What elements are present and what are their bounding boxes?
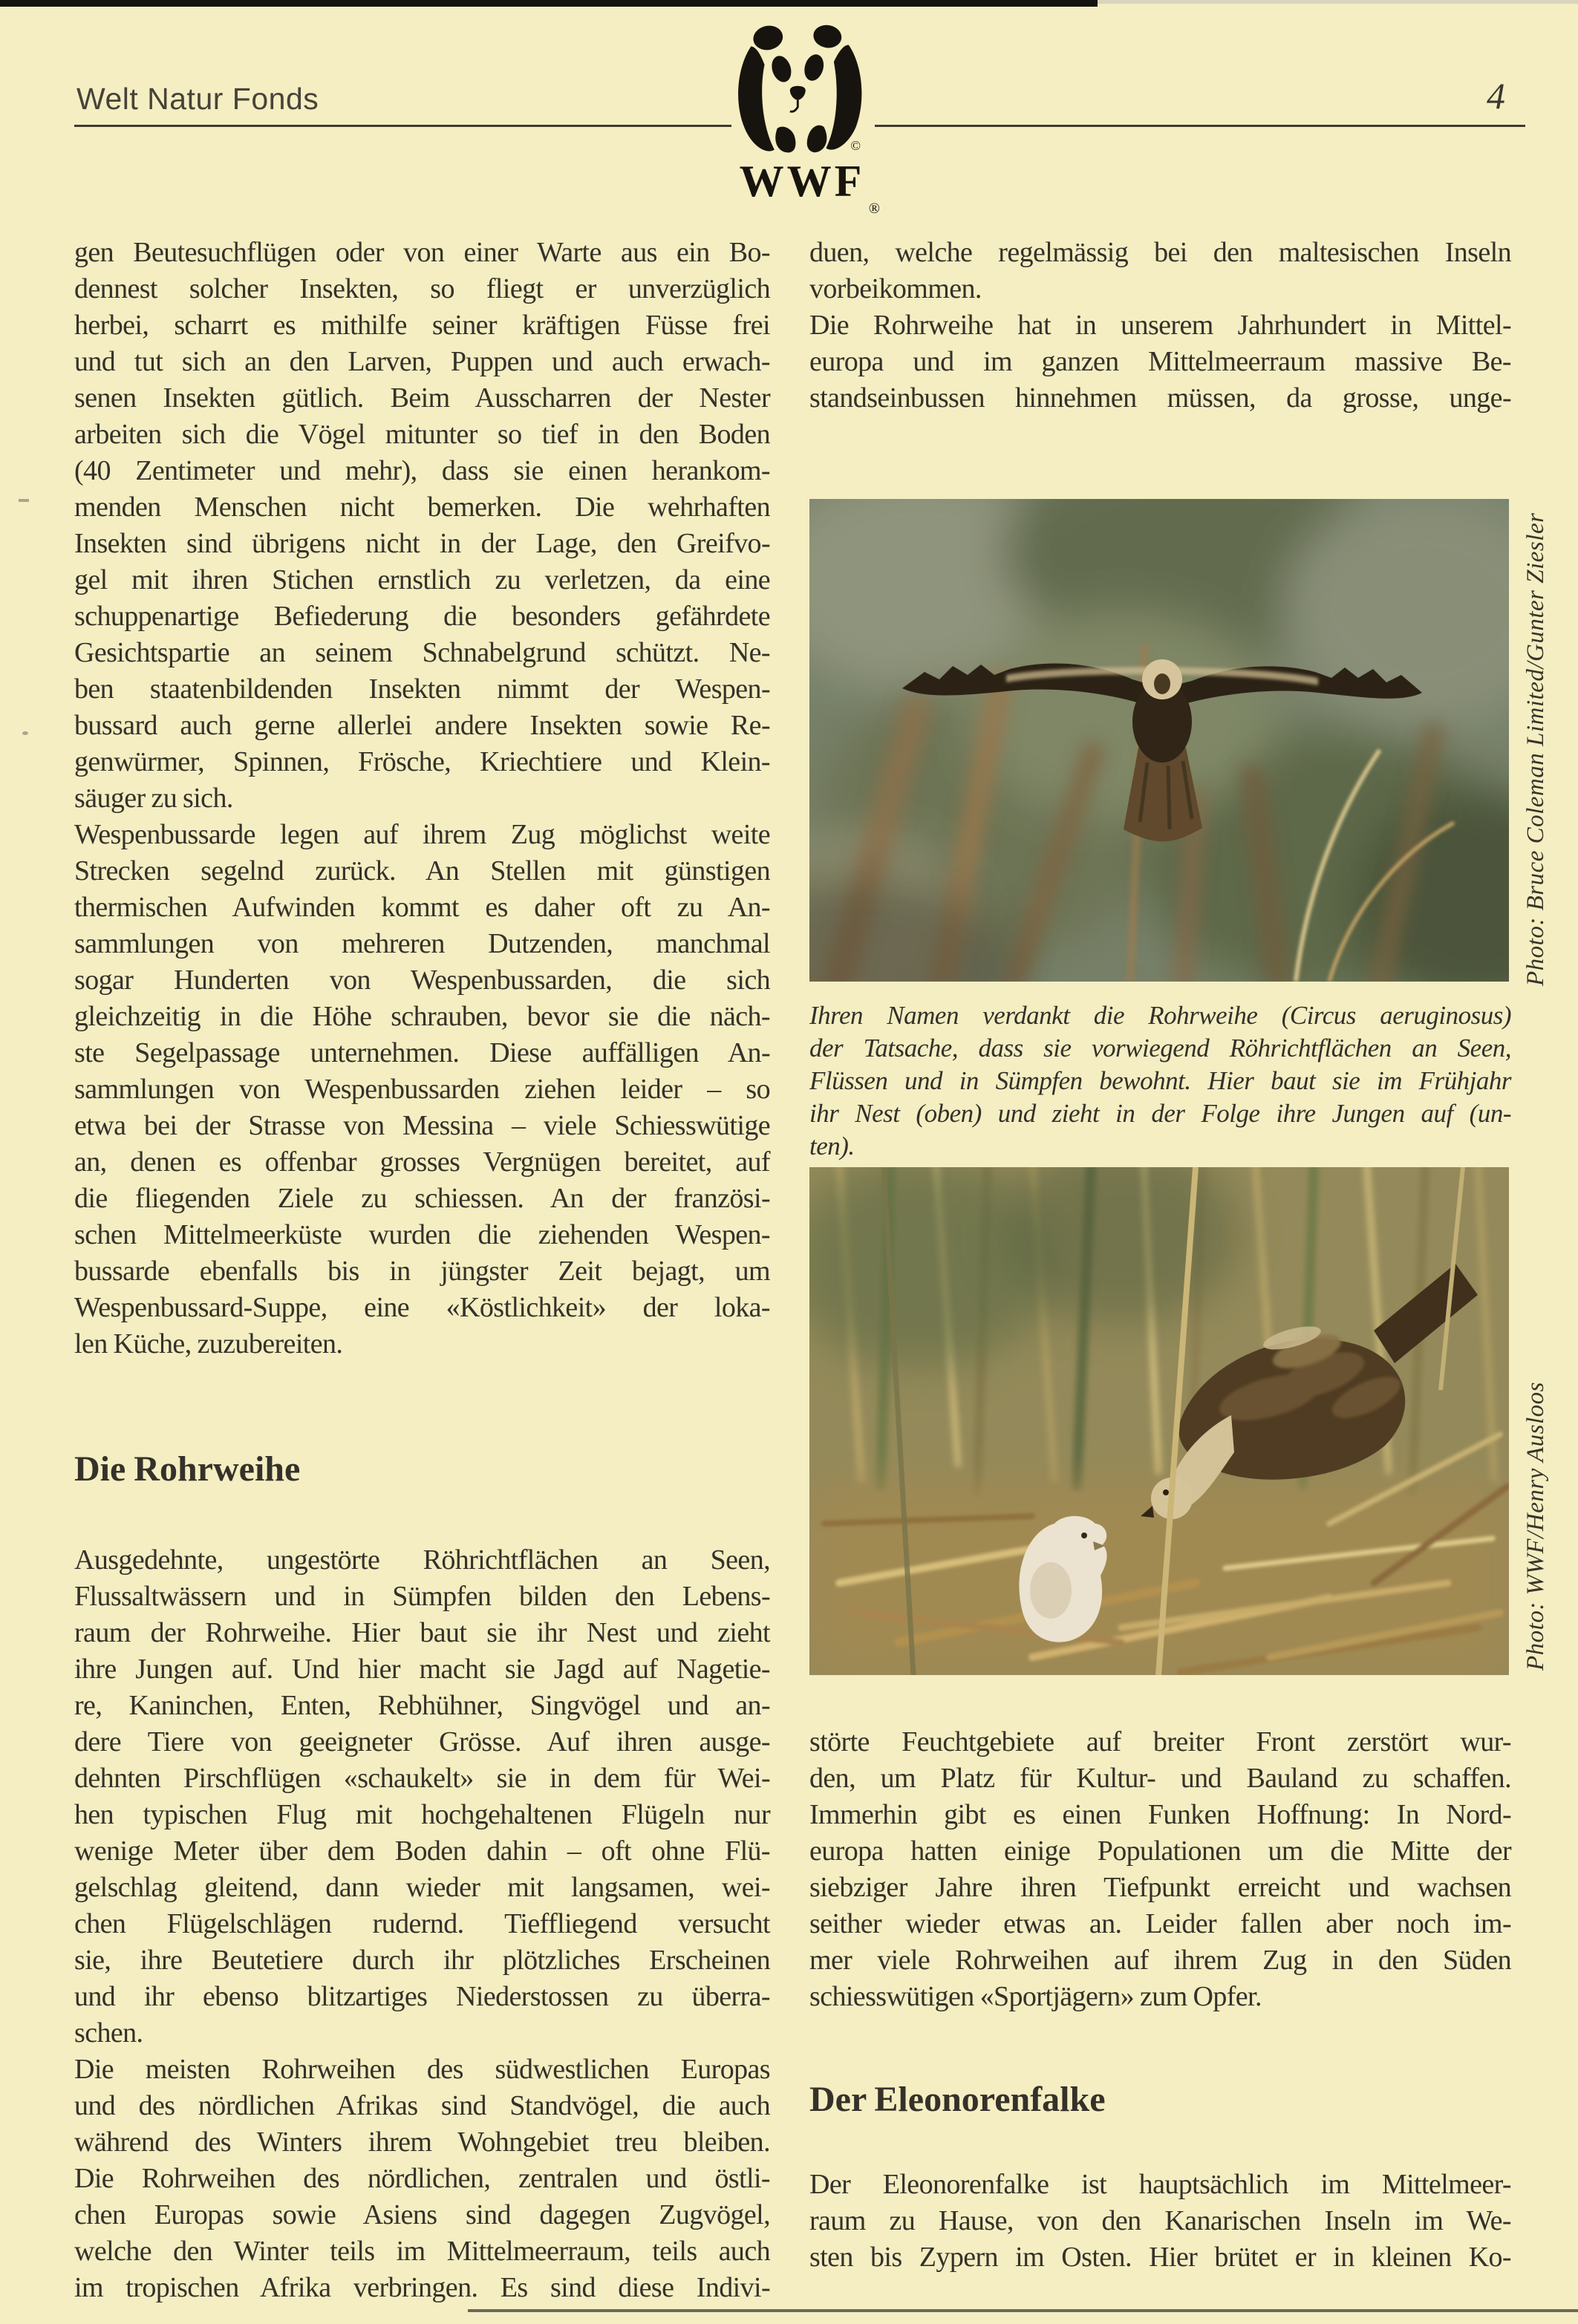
text-line: Ihren Namen verdankt die Rohrweihe (Circus aeruginosus) (809, 1001, 1511, 1030)
text-line: arbeiten sich die Vögel mitunter so tief in den Boden (74, 419, 770, 450)
text-line: europa hatten einige Populationen um die Mitte der (809, 1835, 1511, 1867)
wwf-panda-logo (724, 21, 880, 236)
text-line: vorbeikommen. (809, 273, 982, 304)
photo-credit: Photo: WWF/Henry Ausloos (1522, 1381, 1549, 1671)
text-line: europa und im ganzen Mittelmeerraum massive Be- (809, 346, 1511, 377)
text-line: gelschlag gleitend, dann wieder mit langsamen, wei- (74, 1872, 770, 1903)
text-line: Gesichtspartie an seinem Schnabelgrund schützt. Ne- (74, 637, 770, 668)
scan-artifact (19, 499, 29, 502)
text-line: herbei, scharrt es mithilfe seiner kräftigen Füsse frei (74, 310, 770, 341)
text-line: wenige Meter über dem Boden dahin – oft ohne Flü- (74, 1835, 770, 1867)
section-heading-rohrweihe: Die Rohrweihe (74, 1449, 301, 1489)
text-line: chen Europas sowie Asiens sind dagegen Zugvögel, (74, 2199, 770, 2230)
text-line: und des nördlichen Afrikas sind Standvögel, die auch (74, 2090, 770, 2121)
text-line: schuppenartige Befiederung die besonders gefährdete (74, 601, 770, 632)
text-line: sie, ihre Beutetiere durch ihr plötzliches Erscheinen (74, 1945, 770, 1976)
text-line: die fliegenden Ziele zu schiessen. An der französi- (74, 1183, 770, 1214)
left-column (74, 235, 770, 2306)
text-line: seither wieder etwas an. Leider fallen aber noch im- (809, 1908, 1511, 1939)
photo-credit: Photo: Bruce Coleman Limited/Gunter Ziesler (1522, 512, 1549, 986)
masthead-brand: Welt Natur Fonds (76, 82, 319, 116)
text-line: chen Flügelschlägen rudernd. Tieffliegend versucht (74, 1908, 770, 1939)
text-line: Die Rohrweihen des nördlichen, zentralen und östli- (74, 2163, 770, 2194)
text-line: ihr Nest (oben) und zieht in der Folge ihre Jungen auf (un- (809, 1099, 1511, 1128)
text-line: sogar Hunderten von Wespenbussarden, die sich (74, 964, 770, 996)
text-line: Flüssen und in Sümpfen bewohnt. Hier baut sie im Frühjahr (809, 1066, 1511, 1095)
paragraph (809, 307, 1511, 417)
text-line: schen. (74, 2017, 143, 2049)
paragraph (74, 235, 770, 817)
text-line: schiesswütigen «Sportjägern» zum Opfer. (809, 1981, 1262, 2012)
text-line: menden Menschen nicht bemerken. Die wehrhaften (74, 492, 770, 523)
text-line: (40 Zentimeter und mehr), dass sie einen herankom- (74, 455, 770, 486)
text-line: der Tatsache, dass sie vorwiegend Röhrichtflächen an Seen, (809, 1034, 1511, 1063)
text-line: Insekten sind übrigens nicht in der Lage, den Greifvo- (74, 528, 770, 559)
text-line: etwa bei der Strasse von Messina – viele Schiesswütige (74, 1110, 770, 1141)
text-line: duen, welche regelmässig bei den maltesischen Inseln (809, 237, 1511, 268)
text-line: Flussaltwässern und in Sümpfen bilden den Lebens- (74, 1581, 770, 1612)
text-line: ben staatenbildenden Insekten nimmt der Wespen- (74, 673, 770, 705)
text-line: senen Insekten gütlich. Beim Ausscharren der Nester (74, 382, 770, 414)
text-line: Wespenbussarde legen auf ihrem Zug möglichst weite (74, 819, 770, 850)
text-line: den, um Platz für Kultur- und Bauland zu schaffen. (809, 1763, 1511, 1794)
text-line: Ausgedehnte, ungestörte Röhrichtflächen an Seen, (74, 1544, 770, 1576)
text-line: mer viele Rohrweihen auf ihrem Zug in den Süden (809, 1945, 1511, 1976)
section-heading-eleonorenfalke: Der Eleonorenfalke (809, 2080, 1106, 2119)
text-line: standseinbussen hinnehmen müssen, da grosse, unge- (809, 382, 1511, 414)
text-line: störte Feuchtgebiete auf breiter Front zerstört wur- (809, 1726, 1511, 1757)
text-line: bussard auch gerne allerlei andere Insekten sowie Re- (74, 710, 770, 741)
paragraph (809, 2167, 1511, 2276)
scan-artifact (468, 2309, 1578, 2312)
text-line: gleichzeitig in die Höhe schrauben, bevor sie die näch- (74, 1001, 770, 1032)
photo-marsh-harrier-flight (809, 499, 1509, 982)
photo-artwork (809, 499, 1509, 982)
wwf-logo-text: WWF (739, 157, 865, 206)
text-line: genwürmer, Spinnen, Frösche, Kriechtiere und Klein- (74, 746, 770, 777)
header-rule-right (875, 125, 1525, 127)
photo-artwork (809, 1167, 1509, 1675)
text-line: Immerhin gibt es einen Funken Hoffnung: In Nord- (809, 1799, 1511, 1830)
registered-symbol: ® (868, 200, 880, 217)
text-line: und tut sich an den Larven, Puppen und auch erwach- (74, 346, 770, 377)
text-line: Strecken segelnd zurück. An Stellen mit günstigen (74, 855, 770, 887)
scan-artifact (0, 0, 1098, 7)
text-line: sammlungen von Wespenbussarden ziehen leider – so (74, 1074, 770, 1105)
photo-marsh-harrier-nest (809, 1167, 1509, 1675)
text-line: bussarde ebenfalls bis in jüngster Zeit bejagt, um (74, 1256, 770, 1287)
text-line: und ihr ebenso blitzartiges Niederstossen zu überra- (74, 1981, 770, 2012)
text-line: sammlungen von mehreren Dutzenden, manchmal (74, 928, 770, 959)
text-line: ten). (809, 1132, 855, 1161)
text-line: len Küche, zuzubereiten. (74, 1328, 343, 1360)
text-line: Der Eleonorenfalke ist hauptsächlich im Mittelmeer- (809, 2169, 1511, 2200)
scan-artifact (1098, 0, 1578, 4)
text-line: Wespenbussard-Suppe, eine «Köstlichkeit» der loka- (74, 1292, 770, 1323)
copyright-symbol: © (850, 138, 861, 153)
text-line: welche den Winter teils im Mittelmeerraum, teils auch (74, 2236, 770, 2267)
text-line: im tropischen Afrika verbringen. Es sind diese Indivi- (74, 2272, 770, 2303)
paragraph (74, 1542, 770, 2052)
header-rule-left (74, 125, 731, 127)
photo-caption (809, 999, 1511, 1163)
text-line: ihre Jungen auf. Und hier macht sie Jagd auf Nagetie- (74, 1654, 770, 1685)
text-line: dennest solcher Insekten, so fliegt er unverzüglich (74, 273, 770, 304)
text-line: säuger zu sich. (74, 783, 233, 814)
text-line: gen Beutesuchflügen oder von einer Warte aus ein Bo- (74, 237, 770, 268)
text-line: während des Winters ihrem Wohngebiet treu bleiben. (74, 2126, 770, 2158)
text-line: thermischen Aufwinden kommt es daher oft zu An- (74, 892, 770, 923)
text-line: schen Mittelmeerküste wurden die ziehenden Wespen- (74, 1219, 770, 1250)
text-line: an, denen es offenbar grosses Vergnügen bereitet, auf (74, 1146, 770, 1178)
text-line: gel mit ihren Stichen ernstlich zu verletzen, da eine (74, 564, 770, 595)
text-line: dere Tiere von geeigneter Grösse. Auf ihren ausge- (74, 1726, 770, 1757)
text-line: dehnten Pirschflügen «schaukelt» sie in dem für Wei- (74, 1763, 770, 1794)
paragraph (809, 1724, 1511, 2015)
text-line: Die Rohrweihe hat in unserem Jahrhundert in Mittel- (809, 310, 1511, 341)
text-line: sten bis Zypern im Osten. Hier brütet er in kleinen Ko- (809, 2242, 1511, 2273)
text-line: re, Kaninchen, Enten, Rebhühner, Singvögel und an- (74, 1690, 770, 1721)
text-line: raum der Rohrweihe. Hier baut sie ihr Nest und zieht (74, 1617, 770, 1648)
text-line: hen typischen Flug mit hochgehaltenen Flügeln nur (74, 1799, 770, 1830)
right-column (809, 235, 1511, 2276)
text-line: Die meisten Rohrweihen des südwestlichen Europas (74, 2054, 770, 2085)
text-line: raum zu Hause, von den Kanarischen Inseln im We- (809, 2205, 1511, 2236)
scan-artifact (22, 731, 28, 735)
page-number: 4 (1487, 75, 1505, 117)
text-line: ste Segelpassage unternehmen. Diese auffälligen An- (74, 1037, 770, 1068)
paragraph (809, 235, 1511, 307)
paragraph (74, 817, 770, 1362)
text-line: siebziger Jahre ihren Tiefpunkt erreicht und wachsen (809, 1872, 1511, 1903)
paragraph (74, 2052, 770, 2306)
